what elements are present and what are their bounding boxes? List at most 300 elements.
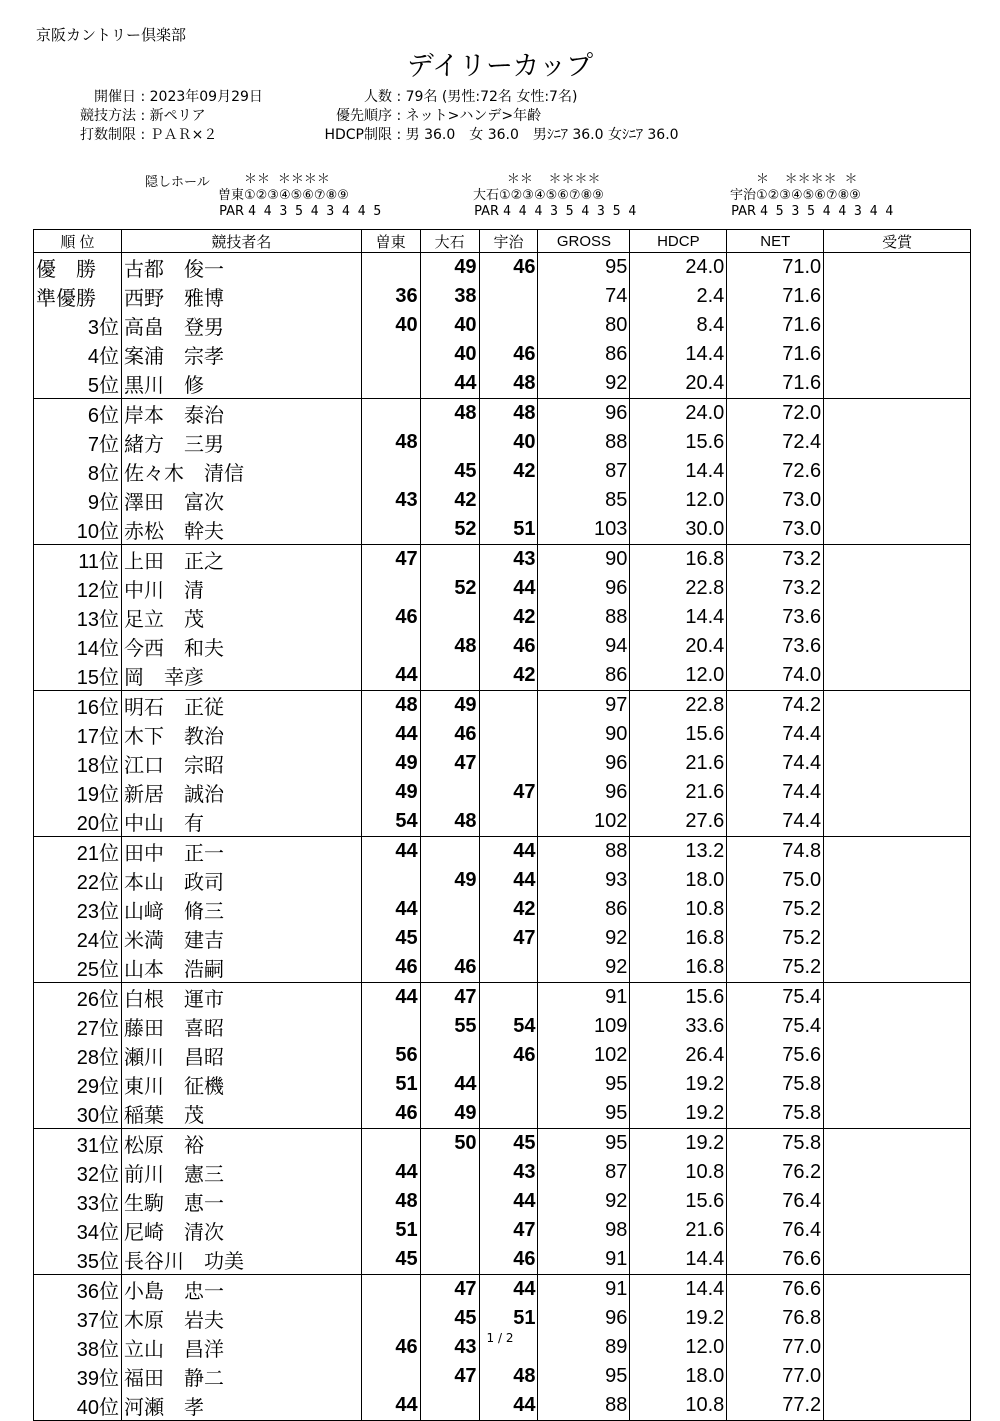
rank-cell: 優 勝 [34,253,122,283]
course-1-score-cell [361,1275,420,1305]
hdcp-cell: 12.0 [630,486,727,515]
net-cell: 75.6 [727,1041,824,1070]
course-3-score-cell: 47 [479,1216,538,1245]
gross-cell: 86 [538,895,630,924]
player-name-cell: 新居 誠治 [121,778,361,807]
award-cell [824,282,971,311]
award-cell [824,1391,971,1421]
par-values: 4 4 4 3 5 4 3 5 4 [503,204,637,219]
course-1-score-cell: 44 [361,983,420,1013]
rank-cell: 39位 [34,1362,122,1391]
table-row [34,1391,971,1421]
award-cell [824,1216,971,1245]
rank-cell: 19位 [34,778,122,807]
course-1-score-cell: 44 [361,1158,420,1187]
award-cell [824,311,971,340]
hdcp-cell: 24.0 [630,253,727,283]
net-cell: 75.4 [727,1012,824,1041]
course-3-score-cell: 43 [479,1158,538,1187]
course-2-score-cell: 49 [420,253,479,283]
course-3-score-cell: 42 [479,895,538,924]
hdcp-cell: 14.4 [630,340,727,369]
hdcp-cell: 8.4 [630,311,727,340]
hdcp-cell: 33.6 [630,1012,727,1041]
hdcp-cell: 26.4 [630,1041,727,1070]
course-1-score-cell: 45 [361,1245,420,1275]
course-2-score-cell [420,837,479,867]
hidden-hole-marks: ＊ ＊＊＊＊ ＊ [756,172,858,187]
player-name-cell: 稲葉 茂 [121,1099,361,1129]
net-cell: 74.8 [727,837,824,867]
gross-cell: 93 [538,866,630,895]
player-name-cell: 小島 忠一 [121,1275,361,1305]
rank-cell: 7位 [34,428,122,457]
hdcp-cell: 12.0 [630,661,727,691]
net-cell: 73.0 [727,486,824,515]
net-cell: 76.4 [727,1216,824,1245]
club-name: 京阪カントリー倶楽部 [36,26,187,44]
hdcp-cell: 19.2 [630,1129,727,1159]
course-2-score-cell [420,924,479,953]
header-rank: 順 位 [34,230,122,253]
header-hdcp: HDCP [630,230,727,253]
rank-cell: 9位 [34,486,122,515]
info-value: 2023年09月29日 [149,89,263,105]
course-name: 大石 [472,188,499,203]
award-cell [824,661,971,691]
rank-cell: 36位 [34,1275,122,1305]
course-3-score-cell: 48 [479,399,538,429]
par-values: 4 4 3 5 4 3 4 4 5 [248,204,382,219]
player-name-cell: 澤田 富次 [121,486,361,515]
par-values: 4 5 3 5 4 4 3 4 4 [760,204,894,219]
award-cell [824,340,971,369]
course-1-score-cell: 54 [361,807,420,837]
rank-cell: 21位 [34,837,122,867]
hdcp-cell: 15.6 [630,1187,727,1216]
net-cell: 77.0 [727,1362,824,1391]
gross-cell: 91 [538,983,630,1013]
player-name-cell: 足立 茂 [121,603,361,632]
player-name-cell: 前川 憲三 [121,1158,361,1187]
player-name-cell: 田中 正一 [121,837,361,867]
net-cell: 71.0 [727,253,824,283]
course-3-score-cell: 45 [479,1129,538,1159]
info-label: 競技方法 [80,108,136,124]
award-cell [824,1129,971,1159]
net-cell: 74.0 [727,661,824,691]
course-2-score-cell: 49 [420,866,479,895]
course-3-score-cell: 51 [479,1304,538,1333]
course-3-score-cell: 48 [479,369,538,399]
hdcp-cell: 20.4 [630,632,727,661]
course-2-score-cell [420,778,479,807]
course-3-score-cell: 46 [479,253,538,283]
award-cell [824,866,971,895]
player-name-cell: 緒方 三男 [121,428,361,457]
table-row [34,428,971,457]
gross-cell: 95 [538,1099,630,1129]
net-cell: 75.4 [727,983,824,1013]
hdcp-cell: 21.6 [630,1216,727,1245]
header-course-1: 曽東 [361,230,420,253]
course-3-score-cell: 44 [479,1187,538,1216]
award-cell [824,253,971,283]
table-row [34,720,971,749]
net-cell: 75.8 [727,1099,824,1129]
hdcp-cell: 15.6 [630,720,727,749]
gross-cell: 103 [538,515,630,545]
hidden-holes-course-2 [455,172,636,220]
net-cell: 76.6 [727,1275,824,1305]
net-cell: 72.0 [727,399,824,429]
hdcp-cell: 19.2 [630,1070,727,1099]
table-row [34,1158,971,1187]
award-cell [824,428,971,457]
table-row [34,895,971,924]
award-cell [824,457,971,486]
player-name-cell: 中山 有 [121,807,361,837]
rank-cell: 準優勝 [34,282,122,311]
gross-cell: 95 [538,253,630,283]
net-cell: 74.4 [727,749,824,778]
player-name-cell: 案浦 宗孝 [121,340,361,369]
course-3-score-cell [479,1070,538,1099]
award-cell [824,1012,971,1041]
course-2-score-cell: 40 [420,311,479,340]
course-1-score-cell: 46 [361,953,420,983]
course-2-score-cell [420,1187,479,1216]
course-1-score-cell [361,340,420,369]
award-cell [824,574,971,603]
gross-cell: 92 [538,924,630,953]
gross-cell: 89 [538,1333,630,1362]
gross-cell: 102 [538,807,630,837]
player-name-cell: 高畠 登男 [121,311,361,340]
table-row [34,1012,971,1041]
gross-cell: 95 [538,1070,630,1099]
course-3-score-cell: 44 [479,1275,538,1305]
gross-cell: 97 [538,691,630,721]
hdcp-cell: 12.0 [630,1333,727,1362]
player-name-cell: 赤松 幹夫 [121,515,361,545]
course-1-score-cell: 49 [361,749,420,778]
player-name-cell: 今西 和夫 [121,632,361,661]
rank-cell: 16位 [34,691,122,721]
player-name-cell: 山﨑 脩三 [121,895,361,924]
net-cell: 71.6 [727,369,824,399]
rank-cell: 24位 [34,924,122,953]
course-1-score-cell [361,457,420,486]
table-row [34,1041,971,1070]
gross-cell: 90 [538,720,630,749]
award-cell [824,486,971,515]
rank-cell: 12位 [34,574,122,603]
info-value: 新ペリア [149,108,206,124]
page-number: 1 / 2 [486,1331,514,1345]
table-row [34,866,971,895]
award-cell [824,924,971,953]
course-3-score-cell: 46 [479,632,538,661]
net-cell: 73.6 [727,632,824,661]
table-row [34,749,971,778]
rank-cell: 14位 [34,632,122,661]
course-2-score-cell: 44 [420,1070,479,1099]
table-row [34,1129,971,1159]
course-1-score-cell: 46 [361,1333,420,1362]
net-cell: 71.6 [727,311,824,340]
course-1-score-cell: 48 [361,1187,420,1216]
header-course-3: 宇治 [479,230,538,253]
award-cell [824,1099,971,1129]
player-name-cell: 中川 清 [121,574,361,603]
info-value: 79名 (男性:72名 女性:7名) [405,89,578,105]
course-3-score-cell: 42 [479,603,538,632]
course-3-score-cell: 44 [479,866,538,895]
rank-cell: 6位 [34,399,122,429]
course-2-score-cell [420,1041,479,1070]
hdcp-cell: 13.2 [630,837,727,867]
course-2-score-cell [420,1158,479,1187]
header-name: 競技者名 [121,230,361,253]
course-1-score-cell [361,515,420,545]
award-cell [824,515,971,545]
rank-cell: 18位 [34,749,122,778]
award-cell [824,1070,971,1099]
course-1-score-cell [361,369,420,399]
course-1-score-cell: 51 [361,1216,420,1245]
player-name-cell: 福田 静二 [121,1362,361,1391]
award-cell [824,1158,971,1187]
course-3-score-cell [479,720,538,749]
course-name: 曽東 [217,188,244,203]
course-2-score-cell: 47 [420,749,479,778]
course-2-score-cell: 46 [420,720,479,749]
player-name-cell: 黒川 修 [121,369,361,399]
player-name-cell: 長谷川 功美 [121,1245,361,1275]
table-row [34,457,971,486]
award-cell [824,720,971,749]
player-name-cell: 松原 裕 [121,1129,361,1159]
gross-cell: 94 [538,632,630,661]
course-2-score-cell [420,661,479,691]
course-2-score-cell: 48 [420,399,479,429]
hdcp-cell: 10.8 [630,1158,727,1187]
hdcp-cell: 15.6 [630,428,727,457]
gross-cell: 92 [538,369,630,399]
player-name-cell: 瀬川 昌昭 [121,1041,361,1070]
course-1-score-cell: 44 [361,1391,420,1421]
gross-cell: 74 [538,282,630,311]
course-name: 宇治 [729,188,756,203]
table-row [34,691,971,721]
course-3-score-cell: 44 [479,837,538,867]
course-2-score-cell: 45 [420,1304,479,1333]
course-1-score-cell: 44 [361,895,420,924]
gross-cell: 88 [538,1391,630,1421]
rank-cell: 17位 [34,720,122,749]
rank-cell: 29位 [34,1070,122,1099]
player-name-cell: 木原 岩夫 [121,1304,361,1333]
hdcp-cell: 20.4 [630,369,727,399]
course-3-score-cell: 54 [479,1012,538,1041]
table-row [34,282,971,311]
course-3-score-cell: 46 [479,340,538,369]
table-row [34,545,971,575]
gross-cell: 88 [538,837,630,867]
gross-cell: 96 [538,1304,630,1333]
info-value: ＰＡＲ×２ [149,127,218,143]
hidden-hole-marks: ＊＊ ＊＊＊＊ [499,172,609,187]
header-net: NET [727,230,824,253]
course-3-score-cell: 44 [479,574,538,603]
hdcp-cell: 21.6 [630,778,727,807]
info-value: 男 36.0 女 36.0 男ｼﾆｱ 36.0 女ｼﾆｱ 36.0 [405,127,679,143]
player-name-cell: 佐々木 清信 [121,457,361,486]
award-cell [824,603,971,632]
table-row [34,253,971,283]
course-3-score-cell: 43 [479,545,538,575]
award-cell [824,691,971,721]
hdcp-cell: 14.4 [630,1245,727,1275]
rank-cell: 23位 [34,895,122,924]
course-2-score-cell: 46 [420,953,479,983]
hdcp-cell: 14.4 [630,1275,727,1305]
rank-cell: 4位 [34,340,122,369]
player-name-cell: 上田 正之 [121,545,361,575]
par-label: PAR [219,204,244,219]
header-course-2: 大石 [420,230,479,253]
course-1-score-cell: 46 [361,1099,420,1129]
table-row [34,778,971,807]
table-row [34,924,971,953]
rank-cell: 35位 [34,1245,122,1275]
rank-cell: 33位 [34,1187,122,1216]
hdcp-cell: 10.8 [630,895,727,924]
player-name-cell: 河瀬 孝 [121,1391,361,1421]
table-row [34,311,971,340]
award-cell [824,778,971,807]
hdcp-cell: 24.0 [630,399,727,429]
hdcp-cell: 27.6 [630,807,727,837]
award-cell [824,749,971,778]
net-cell: 75.8 [727,1070,824,1099]
player-name-cell: 米満 建吉 [121,924,361,953]
info-label: 打数制限 [80,127,136,143]
course-2-score-cell: 52 [420,515,479,545]
course-1-score-cell: 45 [361,924,420,953]
rank-cell: 3位 [34,311,122,340]
course-3-score-cell: 42 [479,661,538,691]
gross-cell: 96 [538,749,630,778]
course-2-score-cell [420,603,479,632]
course-2-score-cell: 49 [420,691,479,721]
hdcp-cell: 22.8 [630,691,727,721]
rank-cell: 8位 [34,457,122,486]
par-label: PAR [474,204,499,219]
table-row [34,369,971,399]
table-row [34,340,971,369]
player-name-cell: 岡 幸彦 [121,661,361,691]
course-1-score-cell: 48 [361,691,420,721]
rank-cell: 11位 [34,545,122,575]
course-1-score-cell: 44 [361,661,420,691]
net-cell: 76.6 [727,1245,824,1275]
table-row [34,603,971,632]
course-3-score-cell [479,486,538,515]
award-cell [824,953,971,983]
gross-cell: 86 [538,661,630,691]
course-1-score-cell: 47 [361,545,420,575]
net-cell: 74.2 [727,691,824,721]
course-2-score-cell [420,428,479,457]
course-2-score-cell: 42 [420,486,479,515]
page-title: デイリーカップ [406,51,594,82]
net-cell: 75.8 [727,1129,824,1159]
course-3-score-cell [479,282,538,311]
table-header-row [34,230,971,253]
award-cell [824,895,971,924]
event-info-right: 人数 : 79名 (男性:72名 女性:7名) 優先順序 : ネット>ハンデ>年齢 HDCP制限 : 男 36.0 女 36.0 男ｼﾆｱ 36.0 女ｼﾆｱ 36.0 [300,86,679,143]
course-3-score-cell: 51 [479,515,538,545]
course-2-score-cell: 47 [420,1362,479,1391]
net-cell: 73.6 [727,603,824,632]
event-info-left: 開催日 : 2023年09月29日 競技方法 : 新ペリア 打数制限 : ＰＡＲ×２ [42,86,263,143]
course-1-score-cell [361,399,420,429]
net-cell: 73.0 [727,515,824,545]
course-3-score-cell [479,983,538,1013]
course-1-score-cell [361,1012,420,1041]
course-2-score-cell: 38 [420,282,479,311]
table-row [34,1304,971,1333]
course-2-score-cell: 49 [420,1099,479,1129]
course-2-score-cell [420,1391,479,1421]
hdcp-cell: 16.8 [630,953,727,983]
course-2-score-cell: 52 [420,574,479,603]
net-cell: 74.4 [727,720,824,749]
player-name-cell: 木下 教治 [121,720,361,749]
gross-cell: 91 [538,1245,630,1275]
gross-cell: 87 [538,457,630,486]
course-1-score-cell [361,253,420,283]
award-cell [824,807,971,837]
course-1-score-cell: 49 [361,778,420,807]
hdcp-cell: 14.4 [630,457,727,486]
table-row [34,837,971,867]
player-name-cell: 尼崎 清次 [121,1216,361,1245]
header-award: 受賞 [824,230,971,253]
gross-cell: 92 [538,1187,630,1216]
rank-cell: 13位 [34,603,122,632]
hidden-holes-course-3 [712,172,893,220]
course-1-score-cell [361,632,420,661]
table-row [34,1216,971,1245]
rank-cell: 40位 [34,1391,122,1421]
award-cell [824,1275,971,1305]
course-1-score-cell [361,1362,420,1391]
course-1-score-cell: 46 [361,603,420,632]
course-2-score-cell: 50 [420,1129,479,1159]
table-row [34,953,971,983]
table-row [34,632,971,661]
hidden-holes-course-1 [200,172,381,220]
gross-cell: 95 [538,1362,630,1391]
gross-cell: 91 [538,1275,630,1305]
course-1-score-cell [361,574,420,603]
net-cell: 73.2 [727,545,824,575]
info-label: 人数 [364,89,392,105]
hdcp-cell: 18.0 [630,1362,727,1391]
